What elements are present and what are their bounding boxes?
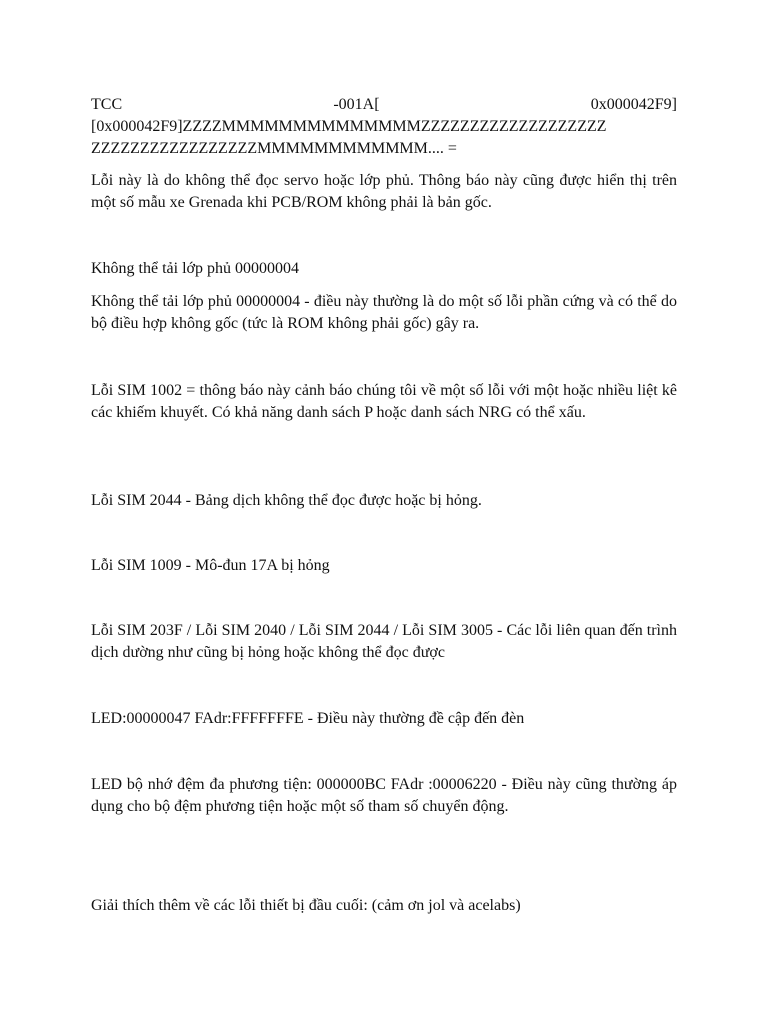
paragraph-servo-overlay-error: Lỗi này là do không thể đọc servo hoặc lớp phủ. Thông báo này cũng được hiển thị trên một số mẫu xe Grenada khi PCB/ROM không phải là bản gốc. — [91, 172, 677, 211]
heading-overlay-load-failure: Không thể tải lớp phủ 00000004 — [91, 260, 299, 277]
paragraph-led-media-cache: LED bộ nhớ đệm đa phương tiện: 000000BC FAdr :00006220 - Điều này cũng thường áp dụng cho bộ đệm phương tiện hoặc một số tham số chuyển động. — [91, 776, 677, 815]
paragraph-sim-2044: Lỗi SIM 2044 - Bảng dịch không thể đọc được hoặc bị hỏng. — [91, 492, 482, 509]
paragraph-sim-translator-errors: Lỗi SIM 203F / Lỗi SIM 2040 / Lỗi SIM 2044 / Lỗi SIM 3005 - Các lỗi liên quan đến trình dịch dường như cũng bị hỏng hoặc không thể đọc được — [91, 622, 677, 661]
error-code-header-line-1 — [91, 94, 677, 116]
paragraph-terminal-errors-intro: Giải thích thêm về các lỗi thiết bị đầu cuối: (cảm ơn jol và acelabs) — [91, 897, 521, 914]
header-code-address: 0x000042F9] — [590, 96, 677, 113]
header-code-tcc: TCC — [91, 96, 123, 113]
error-code-header-line-3: ZZZZZZZZZZZZZZZZZMMMMMMMMMMMM.... = — [91, 140, 457, 157]
paragraph-sim-1009: Lỗi SIM 1009 - Mô-đun 17A bị hỏng — [91, 557, 330, 574]
error-code-header-line-2: [0x000042F9]ZZZZMMMMMMMMMMMMMMZZZZZZZZZZZZZZZZZZZ — [91, 118, 607, 135]
header-code-001a: -001A[ — [333, 96, 380, 113]
paragraph-led-00000047: LED:00000047 FAdr:FFFFFFFE - Điều này thường đề cập đến đèn — [91, 710, 525, 727]
paragraph-overlay-load-failure: Không thể tải lớp phủ 00000004 - điều này thường là do một số lỗi phần cứng và có thể do bộ điều hợp không gốc (tức là ROM không phải gốc) gây ra. — [91, 293, 677, 332]
paragraph-sim-1002: Lỗi SIM 1002 = thông báo này cảnh báo chúng tôi về một số lỗi với một hoặc nhiều liệt kê các khiếm khuyết. Có khả năng danh sách P hoặc danh sách NRG có thể xấu. — [91, 382, 677, 421]
